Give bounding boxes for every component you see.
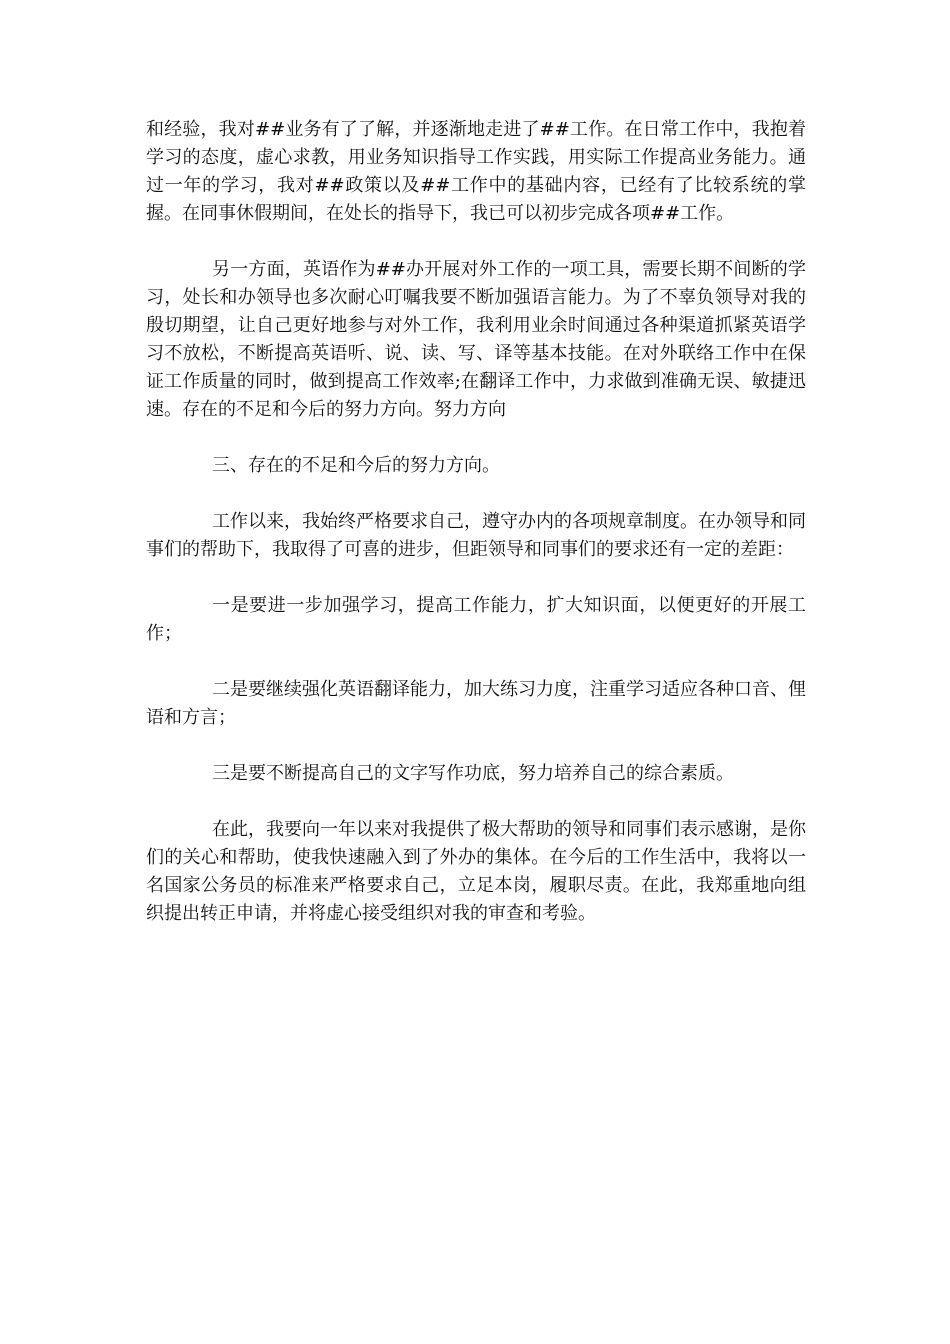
paragraph-experience: 和经验，我对##业务有了了解，并逐渐地走进了##工作。在日常工作中，我抱着学习的态度，虚心求教，用业务知识指导工作实践，用实际工作提高业务能力。通过一年的学习，我对##政策以及##工作中的基础内容，已经有了比较系统的掌握。在同事休假期间，在处长的指导下，我已可以初步完成各项##工作。 <box>146 119 806 224</box>
paragraph-self-discipline: 工作以来，我始终严格要求自己，遵守办内的各项规章制度。在办领导和同事们的帮助下，我取得了可喜的进步，但距领导和同事们的要求还有一定的差距： <box>146 511 806 560</box>
list-item-third: 三是要不断提高自己的文字写作功底，努力培养自己的综合素质。 <box>212 763 734 784</box>
section-heading-shortcomings: 三、存在的不足和今后的努力方向。 <box>212 455 500 476</box>
list-item-first: 一是要进一步加强学习，提高工作能力，扩大知识面，以便更好的开展工作； <box>146 595 806 644</box>
document-body <box>146 116 806 928</box>
list-item-second: 二是要继续强化英语翻译能力，加大练习力度，注重学习适应各种口音、俚语和方言； <box>146 679 806 728</box>
paragraph-closing: 在此，我要向一年以来对我提供了极大帮助的领导和同事们表示感谢，是你们的关心和帮助，使我快速融入到了外办的集体。在今后的工作生活中，我将以一名国家公务员的标准来严格要求自己，立足本岗，履职尽责。在此，我郑重地向组织提出转正申请，并将虚心接受组织对我的审查和考验。 <box>146 819 806 924</box>
paragraph-english-study: 另一方面，英语作为##办开展对外工作的一项工具，需要长期不间断的学习，处长和办领导也多次耐心叮嘱我要不断加强语言能力。为了不辜负领导对我的殷切期望，让自己更好地参与对外工作，我利用业余时间通过各种渠道抓紧英语学习不放松，不断提高英语听、说、读、写、译等基本技能。在对外联络工作中在保证工作质量的同时，做到提高工作效率;在翻译工作中，力求做到准确无误、敏捷迅速。存在的不足和今后的努力方向。努力方向 <box>146 259 806 420</box>
